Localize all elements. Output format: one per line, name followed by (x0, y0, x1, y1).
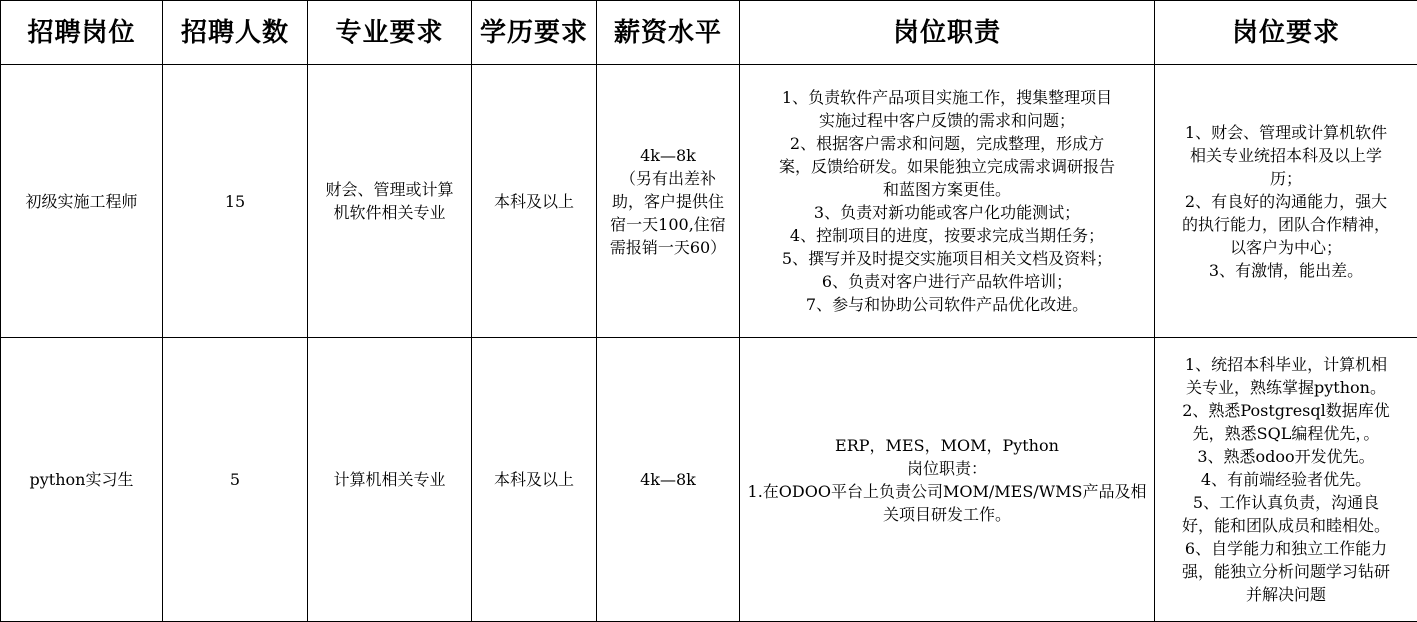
cell-duties: 1、负责软件产品项目实施工作，搜集整理项目 实施过程中客户反馈的需求和问题； 2、根据客户需求和问题，完成整理，形成方 案，反馈给研发。如果能独立完成需求调研报告 和蓝图方案更佳。 3、负责对新功能或客户化功能测试； 4、控制项目的进度，按要求完成当期任务； 5、撰写并及时提交实施项目相关文档及资料； 6、负责对客户进行产品软件培训； 7、参与和协助公司软件产品优化改进。 (740, 65, 1155, 338)
header-education: 学历要求 (472, 1, 597, 65)
cell-duties: ERP，MES，MOM，Python 岗位职责： 1.在ODOO平台上负责公司MOM/MES/WMS产品及相 关项目研发工作。 (740, 338, 1155, 622)
table-row (1, 65, 1417, 338)
cell-salary: 4k—8k （另有出差补 助，客户提供住 宿一天100,住宿 需报销一天60） (597, 65, 740, 338)
cell-count: 5 (163, 338, 308, 622)
table-row (1, 338, 1417, 622)
cell-major: 财会、管理或计算 机软件相关专业 (308, 65, 472, 338)
header-requirements: 岗位要求 (1155, 1, 1417, 65)
header-row (1, 1, 1417, 65)
header-count: 招聘人数 (163, 1, 308, 65)
cell-salary: 4k—8k (597, 338, 740, 622)
header-major: 专业要求 (308, 1, 472, 65)
cell-requirements: 1、统招本科毕业，计算机相 关专业，熟练掌握python。 2、熟悉Postgresql数据库优 先，熟悉SQL编程优先，。 3、熟悉odoo开发优先。 4、有前端经验者优先。 5、工作认真负责，沟通良 好，能和团队成员和睦相处。 6、自学能力和独立工作能力 强，能独立分析问题学习钻研 并解决问题 (1155, 338, 1417, 622)
cell-education: 本科及以上 (472, 338, 597, 622)
cell-count: 15 (163, 65, 308, 338)
cell-major: 计算机相关专业 (308, 338, 472, 622)
header-duties: 岗位职责 (740, 1, 1155, 65)
cell-position: 初级实施工程师 (1, 65, 163, 338)
cell-position: python实习生 (1, 338, 163, 622)
header-position: 招聘岗位 (1, 1, 163, 65)
cell-education: 本科及以上 (472, 65, 597, 338)
header-salary: 薪资水平 (597, 1, 740, 65)
cell-requirements: 1、财会、管理或计算机软件 相关专业统招本科及以上学 历； 2、有良好的沟通能力，强大 的执行能力，团队合作精神， 以客户为中心； 3、有激情，能出差。 (1155, 65, 1417, 338)
